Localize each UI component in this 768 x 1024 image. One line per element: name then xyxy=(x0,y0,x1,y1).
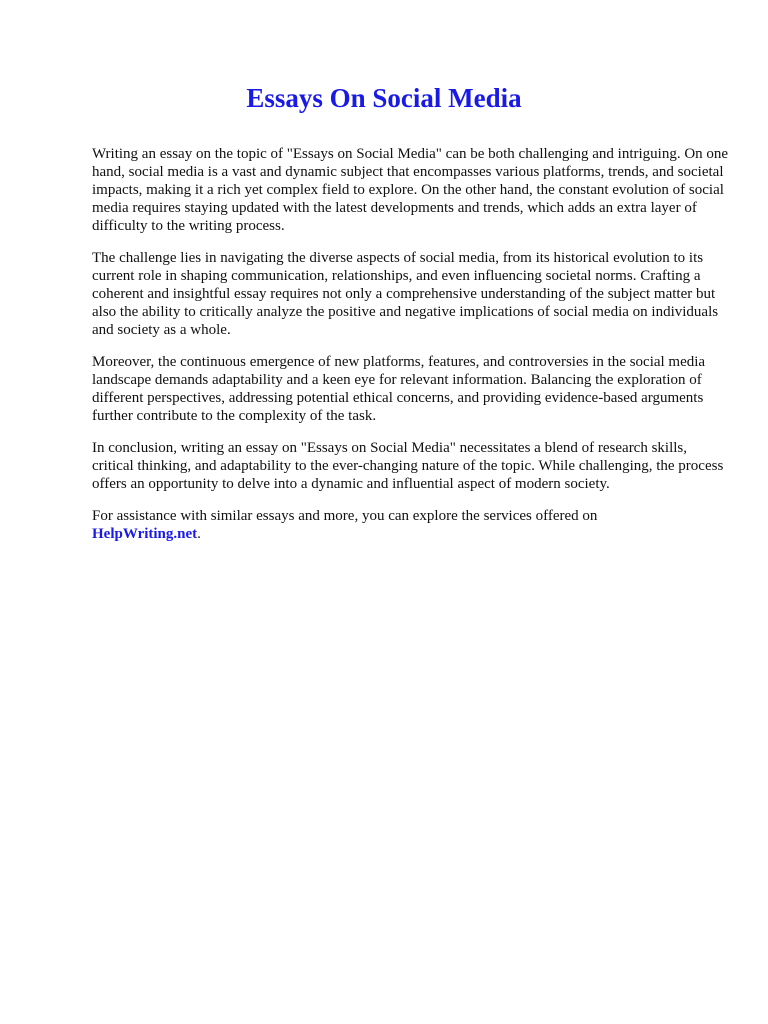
page-title: Essays On Social Media xyxy=(246,83,522,113)
helpwriting-link[interactable]: HelpWriting.net xyxy=(92,526,198,542)
closing-paragraph xyxy=(92,507,732,543)
document-body xyxy=(92,145,732,557)
link-suffix: . xyxy=(197,526,201,542)
paragraph-2: The challenge lies in navigating the diverse aspects of social media, from its historical evolution to its current role in shaping communication, relationships, and even influencing societal norms. Crafting a coherent and insightful essay requires not only a comprehensive understanding of the subject matter but also the ability to critically analyze the positive and negative implications of social media on individuals and society as a whole. xyxy=(92,250,719,338)
paragraph-3: Moreover, the continuous emergence of new platforms, features, and controversies in the social media landscape demands adaptability and a keen eye for relevant information. Balancing the exploration of different perspectives, addressing potential ethical concerns, and providing evidence-based arguments further contribute to the complexity of the task. xyxy=(92,354,706,424)
paragraph-1: Writing an essay on the topic of "Essays on Social Media" can be both challenging and intriguing. On one hand, social media is a vast and dynamic subject that encompasses various platforms, trends, and societal impacts, making it a rich yet complex field to explore. On the other hand, the constant evolution of social media requires staying updated with the latest developments and trends, which adds an extra layer of difficulty to the writing process. xyxy=(92,146,729,234)
paragraph-4: In conclusion, writing an essay on "Essays on Social Media" necessitates a blend of research skills, critical thinking, and adaptability to the ever-changing nature of the topic. While challenging, the process offers an opportunity to delve into a dynamic and influential aspect of modern society. xyxy=(92,440,724,492)
closing-text: For assistance with similar essays and more, you can explore the services offered on xyxy=(92,508,598,524)
